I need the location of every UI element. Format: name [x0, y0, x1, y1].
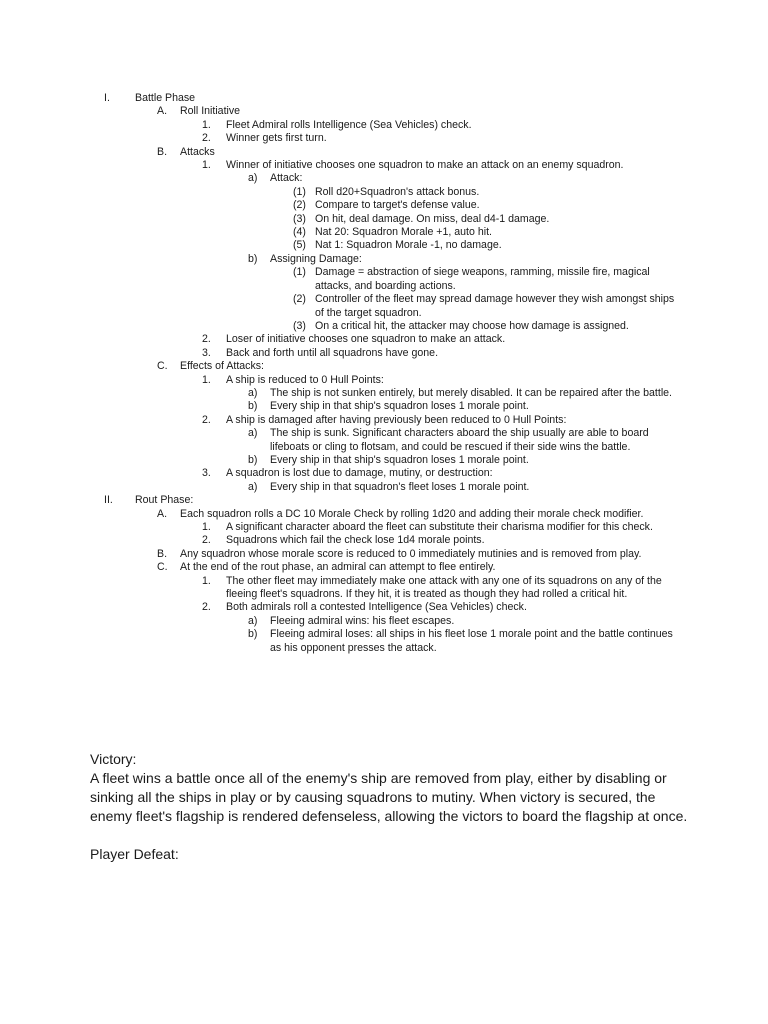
outline-text: Fleeing admiral wins: his fleet escapes. [270, 614, 455, 627]
outline-marker: I. [104, 92, 110, 104]
outline-text: Every ship in that ship's squadron loses 1 morale point. [270, 453, 529, 466]
outline-text: Assigning Damage: [270, 252, 362, 265]
outline-text: Nat 20: Squadron Morale +1, auto hit. [315, 226, 492, 239]
spacer [90, 826, 700, 845]
outline-item [293, 185, 678, 199]
outline-marker: A. [157, 105, 168, 118]
outline-marker: C. [157, 561, 168, 574]
outline-text: Roll Initiative [180, 105, 241, 118]
outline-text: Back and forth until all squadrons have gone. [226, 346, 439, 359]
outline-marker: 3. [202, 467, 211, 480]
outline-item [202, 346, 678, 360]
outline-item [202, 373, 678, 387]
outline-marker: 2. [202, 333, 211, 346]
trailer-section [90, 750, 700, 864]
outline-marker: (1) [293, 185, 306, 198]
outline-marker: C. [157, 360, 168, 373]
outline-marker: (3) [293, 319, 306, 332]
outline-item [202, 413, 678, 427]
outline-text: On a critical hit, the attacker may choose how damage is assigned. [315, 319, 629, 332]
outline-text: Battle Phase [135, 92, 196, 104]
outline-item [293, 319, 678, 333]
outline-text: Compare to target's defense value. [315, 199, 480, 212]
outline-marker: 1. [202, 373, 211, 386]
outline-text: Nat 1: Squadron Morale -1, no damage. [315, 239, 502, 252]
outline-item [157, 507, 678, 521]
outline-marker: b) [248, 252, 258, 265]
player-defeat-heading: Player Defeat: [90, 846, 179, 862]
outline-marker: a) [248, 172, 258, 185]
outline-item [104, 92, 678, 105]
outline-marker: 1. [202, 521, 211, 533]
outline-text: Winner gets first turn. [226, 132, 327, 145]
outline-text: Fleeing admiral loses: all ships in his fleet lose 1 morale point and the battle continues as his opponent presses the attack. [270, 628, 673, 654]
outline-text: Roll d20+Squadron's attack bonus. [315, 185, 480, 198]
outline-marker: A. [157, 507, 168, 520]
outline-text: Controller of the fleet may spread damage however they wish amongst ships of the target squadron. [315, 293, 675, 319]
outline-marker: (1) [293, 266, 306, 279]
outline-item [248, 252, 678, 266]
outline-item [293, 239, 678, 252]
outline-item [293, 212, 678, 226]
outline-marker: 2. [202, 601, 211, 614]
outline-text: Each squadron rolls a DC 10 Morale Check by rolling 1d20 and adding their morale check modifier. [180, 507, 644, 520]
outline-item [157, 547, 678, 561]
outline-marker: 1. [202, 574, 211, 587]
outline-marker: B. [157, 547, 168, 560]
outline-marker: II. [104, 494, 113, 507]
outline-marker: b) [248, 628, 258, 641]
outline-text: Effects of Attacks: [180, 360, 265, 373]
outline-marker: b) [248, 400, 258, 413]
outline-text: The ship is not sunken entirely, but merely disabled. It can be repaired after the battle. [270, 386, 673, 399]
outline-item [293, 266, 678, 293]
outline-text: Loser of initiative chooses one squadron to make an attack. [226, 333, 506, 346]
outline-item [157, 105, 678, 118]
outline-text: On hit, deal damage. On miss, deal d4-1 damage. [315, 212, 550, 225]
outline-item [202, 574, 678, 602]
outline-text: Damage = abstraction of siege weapons, ramming, missile fire, magical attacks, and boarding actions. [315, 266, 650, 292]
outline-marker: (5) [293, 239, 306, 252]
outline-marker: 2. [202, 132, 211, 145]
outline-item [157, 561, 678, 574]
outline-text: A significant character aboard the fleet can substitute their charisma modifier for this check. [226, 521, 653, 533]
outline-text: Attack: [270, 172, 303, 185]
outline-text: Every ship in that squadron's fleet loses 1 morale point. [270, 480, 530, 493]
outline-item [248, 427, 678, 454]
outline-item [248, 400, 678, 413]
outline-text: The other fleet may immediately make one attack with any one of its squadrons on any of the fleeing fleet's squadrons. If they hit, it is treated as though they had rolled a critical hit. [226, 574, 662, 601]
outline-item [248, 453, 678, 467]
outline-marker: 2. [202, 534, 211, 547]
outline-text: Any squadron whose morale score is reduced to 0 immediately mutinies and is removed from play. [180, 547, 642, 560]
outline-marker: (3) [293, 212, 306, 225]
outline-item [157, 360, 678, 373]
outline-text: Fleet Admiral rolls Intelligence (Sea Vehicles) check. [226, 118, 472, 131]
outline-item [104, 494, 678, 507]
outline-item [202, 159, 678, 172]
outline-item [293, 293, 678, 320]
outline-item [157, 145, 678, 159]
outline-item [202, 118, 678, 132]
outline-text: At the end of the rout phase, an admiral can attempt to flee entirely. [180, 561, 496, 574]
outline-marker: a) [248, 614, 258, 627]
outline-marker: 2. [202, 413, 211, 426]
outline-text: Both admirals roll a contested Intelligence (Sea Vehicles) check. [226, 601, 527, 614]
outline-marker: (4) [293, 226, 306, 239]
outline-item [248, 172, 678, 185]
outline-item [202, 333, 678, 346]
outline-marker: a) [248, 480, 258, 493]
outline-text: Squadrons which fail the check lose 1d4 morale points. [226, 534, 485, 547]
outline-marker: 3. [202, 346, 211, 359]
outline-text: Rout Phase: [135, 494, 194, 507]
outline-item [202, 601, 678, 614]
outline-marker: (2) [293, 293, 306, 306]
outline-marker: a) [248, 427, 258, 440]
victory-body: A fleet wins a battle once all of the enemy's ship are removed from play, either by disabling or sinking all the ships in play or by causing squadrons to mutiny. When victory is secured, the enemy fleet's flagship is rendered defenseless, allowing the victors to board the flagship at once. [90, 770, 688, 824]
outline-item [248, 386, 678, 400]
outline-item [202, 467, 678, 480]
battle-rules-outline [0, 92, 768, 655]
outline-marker: 1. [202, 159, 211, 172]
outline-marker: a) [248, 386, 258, 399]
outline-item [248, 480, 678, 494]
outline-item [293, 226, 678, 239]
outline-item [293, 199, 678, 212]
outline-text: Attacks [180, 145, 215, 158]
outline-text: The ship is sunk. Significant characters aboard the ship usually are able to board lifeboats or cling to flotsam, and could be rescued if their side wins the battle. [270, 427, 649, 453]
outline-marker: 1. [202, 118, 211, 131]
outline-item [248, 628, 678, 655]
outline-item [202, 132, 678, 145]
outline-text: Winner of initiative chooses one squadron to make an attack on an enemy squadron. [226, 159, 624, 172]
outline-text: A squadron is lost due to damage, mutiny, or destruction: [226, 467, 493, 480]
victory-heading: Victory: [90, 751, 137, 767]
outline-text: A ship is reduced to 0 Hull Points: [226, 373, 384, 386]
outline-item [202, 534, 678, 547]
outline-item [202, 521, 678, 534]
outline-item [248, 614, 678, 628]
outline-marker: (2) [293, 199, 306, 212]
outline-marker: b) [248, 453, 258, 466]
outline-marker: B. [157, 145, 168, 158]
outline-text: Every ship in that ship's squadron loses 1 morale point. [270, 400, 529, 413]
outline-text: A ship is damaged after having previously been reduced to 0 Hull Points: [226, 413, 567, 426]
